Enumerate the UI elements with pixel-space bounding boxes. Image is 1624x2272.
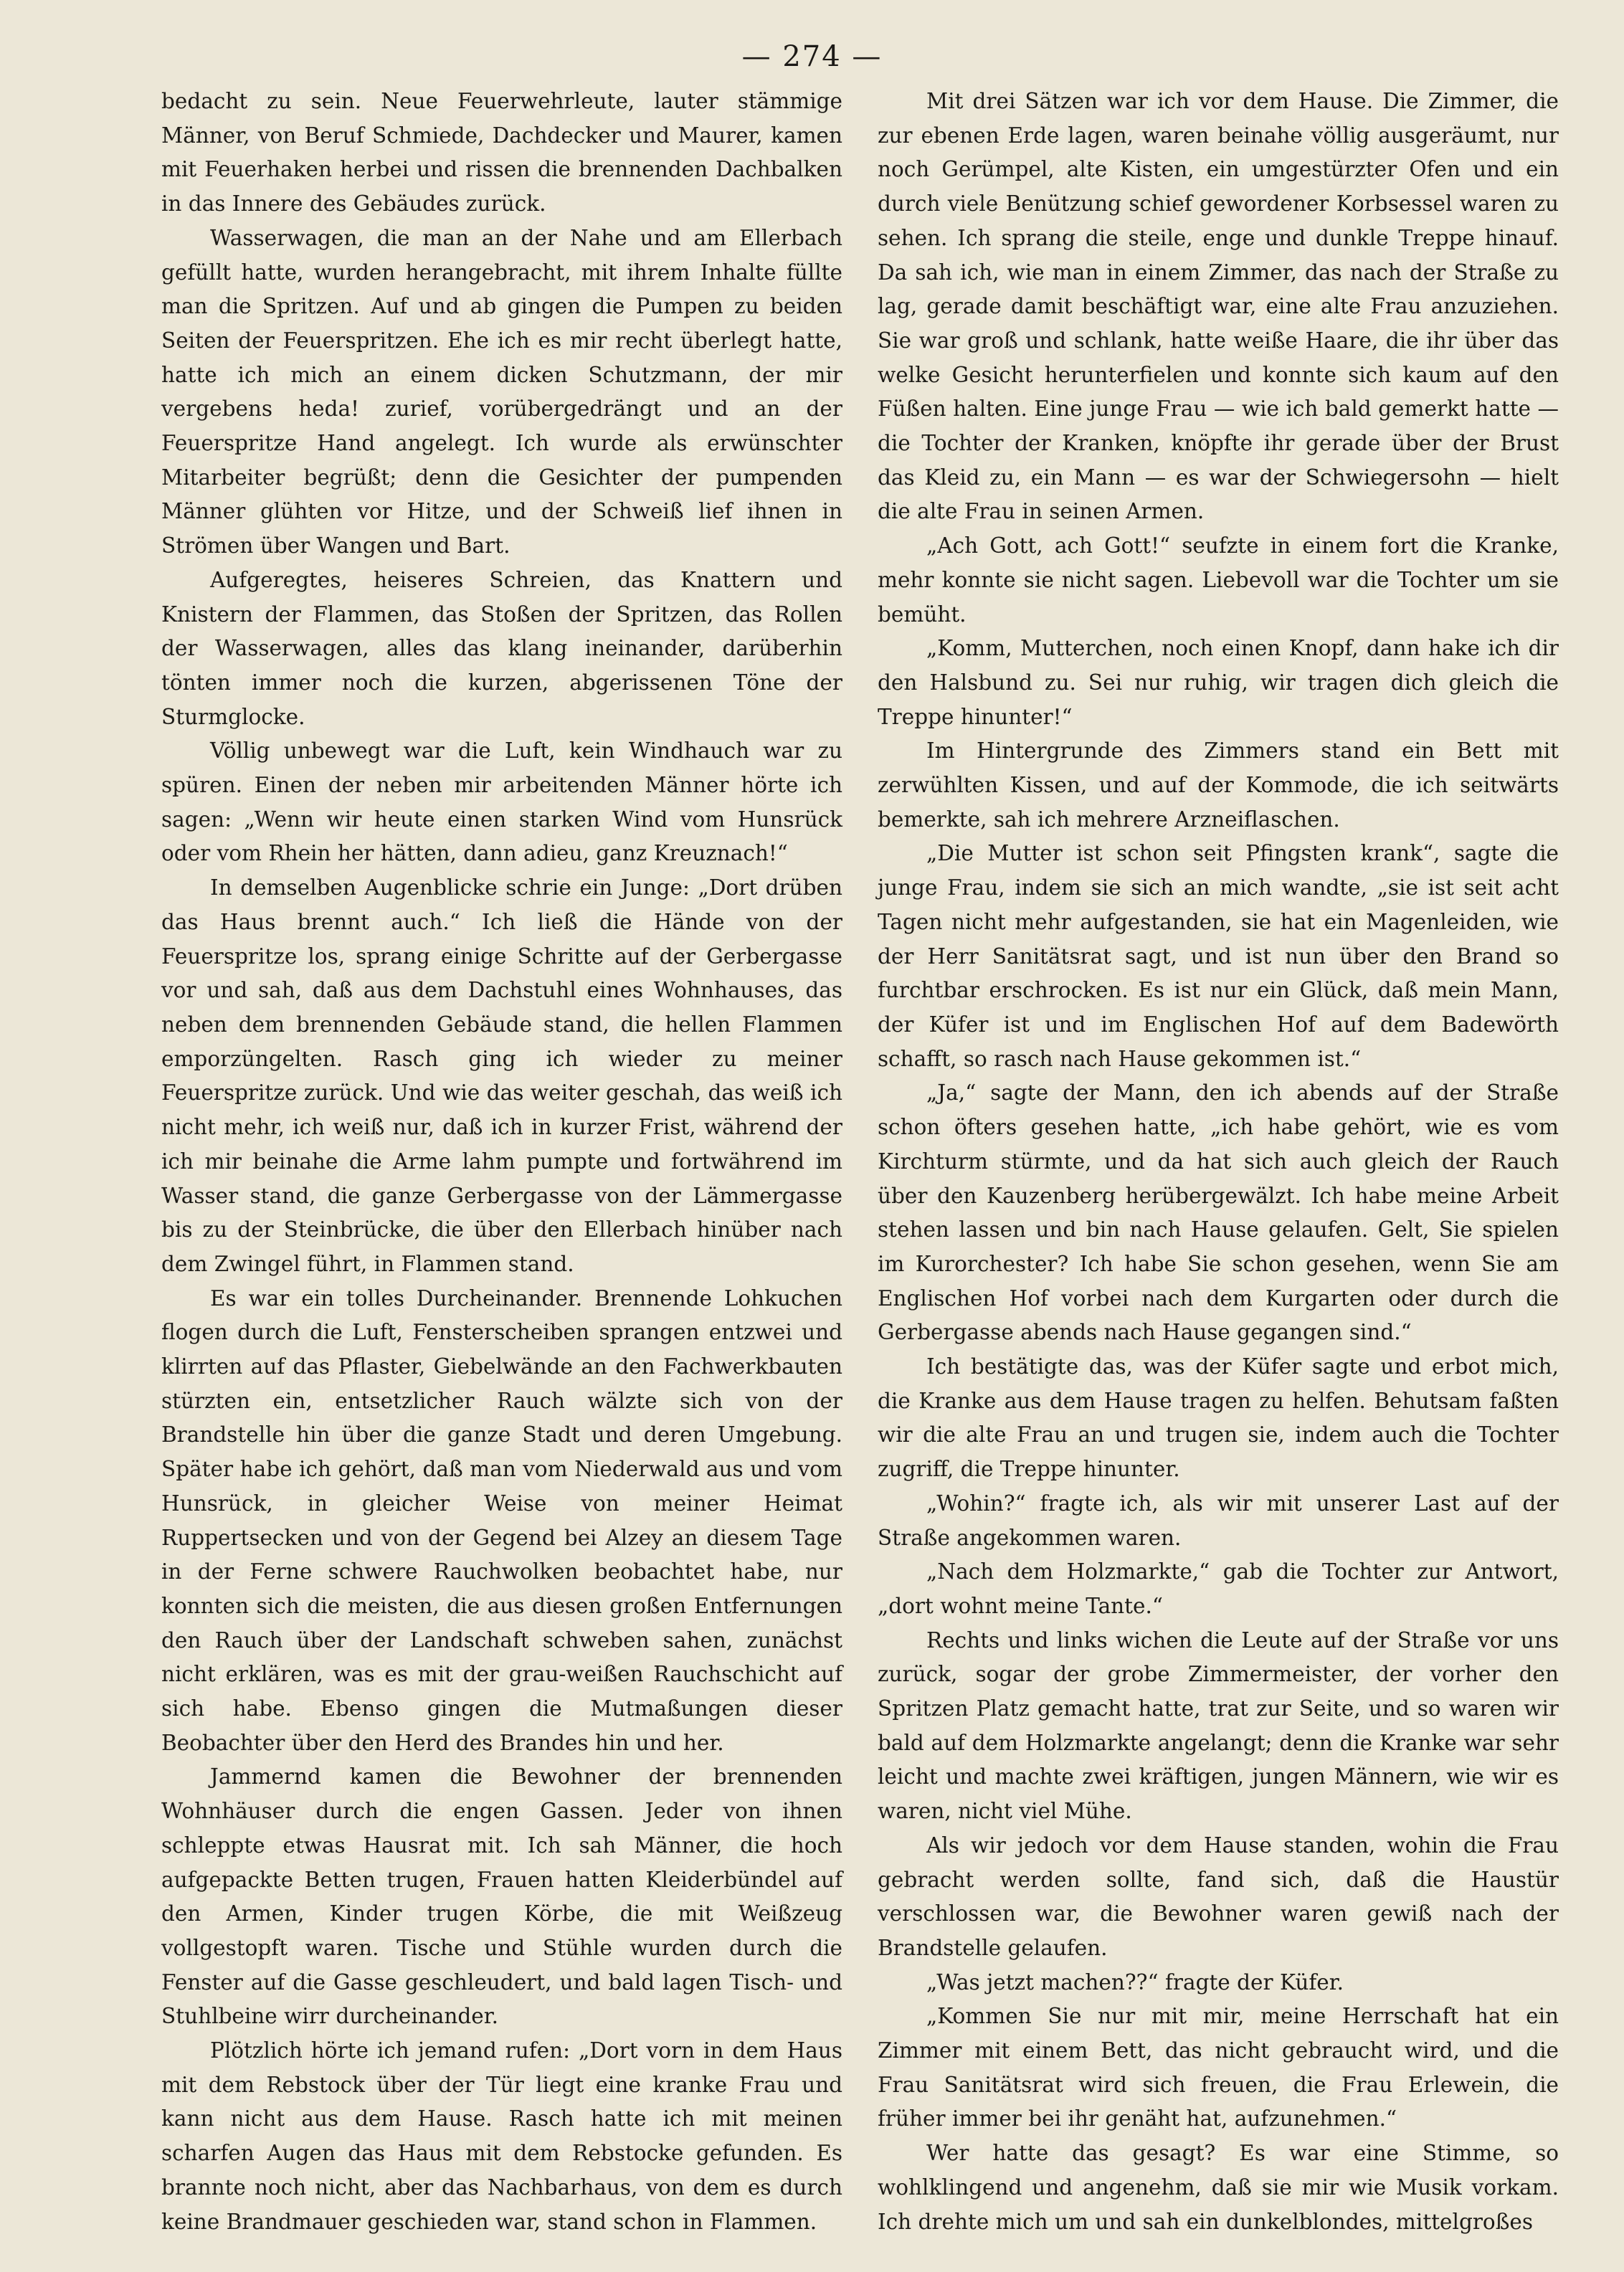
paragraph: Im Hintergrunde des Zimmers stand ein Bett mit zerwühlten Kissen, und auf der Kommode, die ich seitwärts bemerkte, sah ich mehrere Arzneiflaschen. (878, 738, 1559, 832)
paragraph: In demselben Augenblicke schrie ein Junge: „Dort drüben das Haus brennt auch.“ Ich ließ die Hände von der Feuerspritze los, sprang einige Schritte auf der Gerbergasse vor und sah, daß aus dem Dachstuhl eines Wohnhauses, das neben dem brennenden Gebäude stand, die hellen Flammen emporzüngelten. Rasch ging ich wieder zu meiner Feuerspritze zurück. Und wie das weiter geschah, das weiß ich nicht mehr, ich weiß nur, daß ich in kurzer Frist, während der ich mir beinahe die Arme lahm pumpte und fortwährend im Wasser stand, die ganze Gerbergasse von der Lämmergasse bis zu der Steinbrücke, die über den Ellerbach hinüber nach dem Zwingel führt, in Flammen stand. (161, 875, 842, 1276)
paragraph: Rechts und links wichen die Leute auf der Straße vor uns zurück, sogar der grobe Zimmermeister, der vorher den Spritzen Platz gemacht hatte, trat zur Seite, und so waren wir bald auf dem Holzmarkte angelangt; denn die Kranke war sehr leicht und machte zwei kräftigen, jungen Männern, wie wir es waren, nicht viel Mühe. (878, 1627, 1559, 1824)
paragraph: Wasserwagen, die man an der Nahe und am Ellerbach gefüllt hatte, wurden herangebracht, mit ihrem Inhalte füllte man die Spritzen. Auf und ab gingen die Pumpen zu beiden Seiten der Feuerspritzen. Ehe ich es mir recht überlegt hatte, hatte ich mich an einem dicken Schutzmann, der mir vergebens heda! zurief, vorübergedrängt und an der Feuerspritze Hand angelegt. Ich wurde als erwünschter Mitarbeiter begrüßt; denn die Gesichter der pumpenden Männer glühten vor Hitze, und der Schweiß lief ihnen in Strömen über Wangen und Bart. (161, 225, 842, 559)
paragraph: Als wir jedoch vor dem Hause standen, wohin die Frau gebracht werden sollte, fand sich, daß die Haustür verschlossen war, die Bewohner waren gewiß nach der Brandstelle gelaufen. (878, 1833, 1559, 1960)
paragraph: Es war ein tolles Durcheinander. Brennende Lohkuchen flogen durch die Luft, Fensterscheiben sprangen entzwei und klirrten auf das Pflaster, Giebelwände an den Fachwerkbauten stürzten ein, entsetzlicher Rauch wälzte sich von der Brandstelle hin über die ganze Stadt und deren Umgebung. Später habe ich gehört, daß man vom Niederwald aus und vom Hunsrück, in gleicher Weise von meiner Heimat Ruppertsecken und von der Gegend bei Alzey an diesem Tage in der Ferne schwere Rauchwolken beobachtet habe, nur konnten sich die meisten, die aus diesen großen Entfernungen den Rauch über der Landschaft schweben sahen, zunächst nicht erklären, was es mit der grau-weißen Rauchschicht auf sich habe. Ebenso gingen die Mutmaßungen dieser Beobachter über den Herd des Brandes hin und her. (161, 1285, 842, 1755)
paragraph: „Komm, Mutterchen, noch einen Knopf, dann hake ich dir den Halsbund zu. Sei nur ruhig, wir tragen dich gleich die Treppe hinunter!“ (878, 636, 1559, 729)
paragraph: „Ach Gott, ach Gott!“ seufzte in einem fort die Kranke, mehr konnte sie nicht sagen. Liebevoll war die Tochter um sie bemüht. (878, 533, 1559, 627)
right-column (878, 85, 1559, 2239)
paragraph: Ich bestätigte das, was der Küfer sagte und erbot mich, die Kranke aus dem Hause tragen zu helfen. Behutsam faßten wir die alte Frau an und trugen sie, indem auch die Tochter zugriff, die Treppe hinunter. (878, 1354, 1559, 1482)
paragraph: Mit drei Sätzen war ich vor dem Hause. Die Zimmer, die zur ebenen Erde lagen, waren beinahe völlig ausgeräumt, nur noch Gerümpel, alte Kisten, ein umgestürzter Ofen und ein durch viele Benützung schief gewordener Korbsessel waren zu sehen. Ich sprang die steile, enge und dunkle Treppe hinauf. Da sah ich, wie man in einem Zimmer, das nach der Straße zu lag, gerade damit beschäftigt war, eine alte Frau anzuziehen. Sie war groß und schlank, hatte weiße Haare, die ihr über das welke Gesicht herunterfielen und konnte sich kaum auf den Füßen halten. Eine junge Frau — wie ich bald gemerkt hatte — die Tochter der Kranken, knöpfte ihr gerade über der Brust das Kleid zu, ein Mann — es war der Schwiegersohn — hielt die alte Frau in seinen Armen. (878, 89, 1559, 524)
paragraph: „Ja,“ sagte der Mann, den ich abends auf der Straße schon öfters gesehen hatte, „ich habe gehört, wie es vom Kirchturm stürmte, und da hat sich auch gleich der Rauch über den Kauzenberg herübergewälzt. Ich habe meine Arbeit stehen lassen und bin nach Hause gelaufen. Gelt, Sie spielen im Kurorchester? Ich habe Sie schon gesehen, wenn Sie am Englischen Hof vorbei nach dem Kurgarten oder durch die Gerbergasse abends nach Hause gegangen sind.“ (878, 1080, 1559, 1345)
paragraph: „Die Mutter ist schon seit Pfingsten krank“, sagte die junge Frau, indem sie sich an mich wandte, „sie ist seit acht Tagen nicht mehr aufgestanden, sie hat ein Magenleiden, wie der Herr Sanitätsrat sagt, und ist nun über den Brand so furchtbar erschrocken. Es ist nur ein Glück, daß mein Mann, der Küfer ist und im Englischen Hof auf dem Badewörth schafft, so rasch nach Hause gekommen ist.“ (878, 841, 1559, 1071)
paragraph: Aufgeregtes, heiseres Schreien, das Knattern und Knistern der Flammen, das Stoßen der Spritzen, das Rollen der Wasserwagen, alles das klang ineinander, darüberhin tönten immer noch die kurzen, abgerissenen Töne der Sturmglocke. (161, 567, 842, 729)
paragraph: bedacht zu sein. Neue Feuerwehrleute, lauter stämmige Männer, von Beruf Schmiede, Dachdecker und Maurer, kamen mit Feuerhaken herbei und rissen die brennenden Dachbalken in das Innere des Gebäudes zurück. (161, 89, 842, 217)
paragraph: Völlig unbewegt war die Luft, kein Windhauch war zu spüren. Einen der neben mir arbeitenden Männer hörte ich sagen: „Wenn wir heute einen starken Wind vom Hunsrück oder vom Rhein her hätten, dann adieu, ganz Kreuznach!“ (161, 738, 842, 866)
paragraph: „Nach dem Holzmarkte,“ gab die Tochter zur Antwort, „dort wohnt meine Tante.“ (878, 1559, 1559, 1618)
paragraph: „Kommen Sie nur mit mir, meine Herrschaft hat ein Zimmer mit einem Bett, das nicht gebraucht wird, und die Frau Sanitätsrat wird sich freuen, die Frau Erlewein, die früher immer bei ihr genäht hat, aufzunehmen.“ (878, 2004, 1559, 2131)
paragraph: Wer hatte das gesagt? Es war eine Stimme, so wohlklingend und angenehm, daß sie mir wie Musik vorkam. Ich drehte mich um und sah ein dunkelblondes, mittelgroßes (878, 2141, 1559, 2234)
left-column (161, 85, 842, 2239)
page-number: — 274 — (741, 40, 883, 73)
paragraph: Plötzlich hörte ich jemand rufen: „Dort vorn in dem Haus mit dem Rebstock über der Tür liegt eine kranke Frau und kann nicht aus dem Hause. Rasch hatte ich mit meinen scharfen Augen das Haus mit dem Rebstocke gefunden. Es brannte noch nicht, aber das Nachbarhaus, von dem es durch keine Brandmauer geschieden war, stand schon in Flammen. (161, 2038, 842, 2234)
paragraph: „Wohin?“ fragte ich, als wir mit unserer Last auf der Straße angekommen waren. (878, 1491, 1559, 1550)
paragraph: „Was jetzt machen??“ fragte der Küfer. (926, 1969, 1344, 1995)
paragraph: Jammernd kamen die Bewohner der brennenden Wohnhäuser durch die engen Gassen. Jeder von ihnen schleppte etwas Hausrat mit. Ich sah Männer, die hoch aufgepackte Betten trugen, Frauen hatten Kleiderbündel auf den Armen, Kinder trugen Körbe, die mit Weißzeug vollgestopft waren. Tische und Stühle wurden durch die Fenster auf die Gasse geschleudert, und bald lagen Tisch- und Stuhlbeine wirr durcheinander. (161, 1764, 842, 2029)
